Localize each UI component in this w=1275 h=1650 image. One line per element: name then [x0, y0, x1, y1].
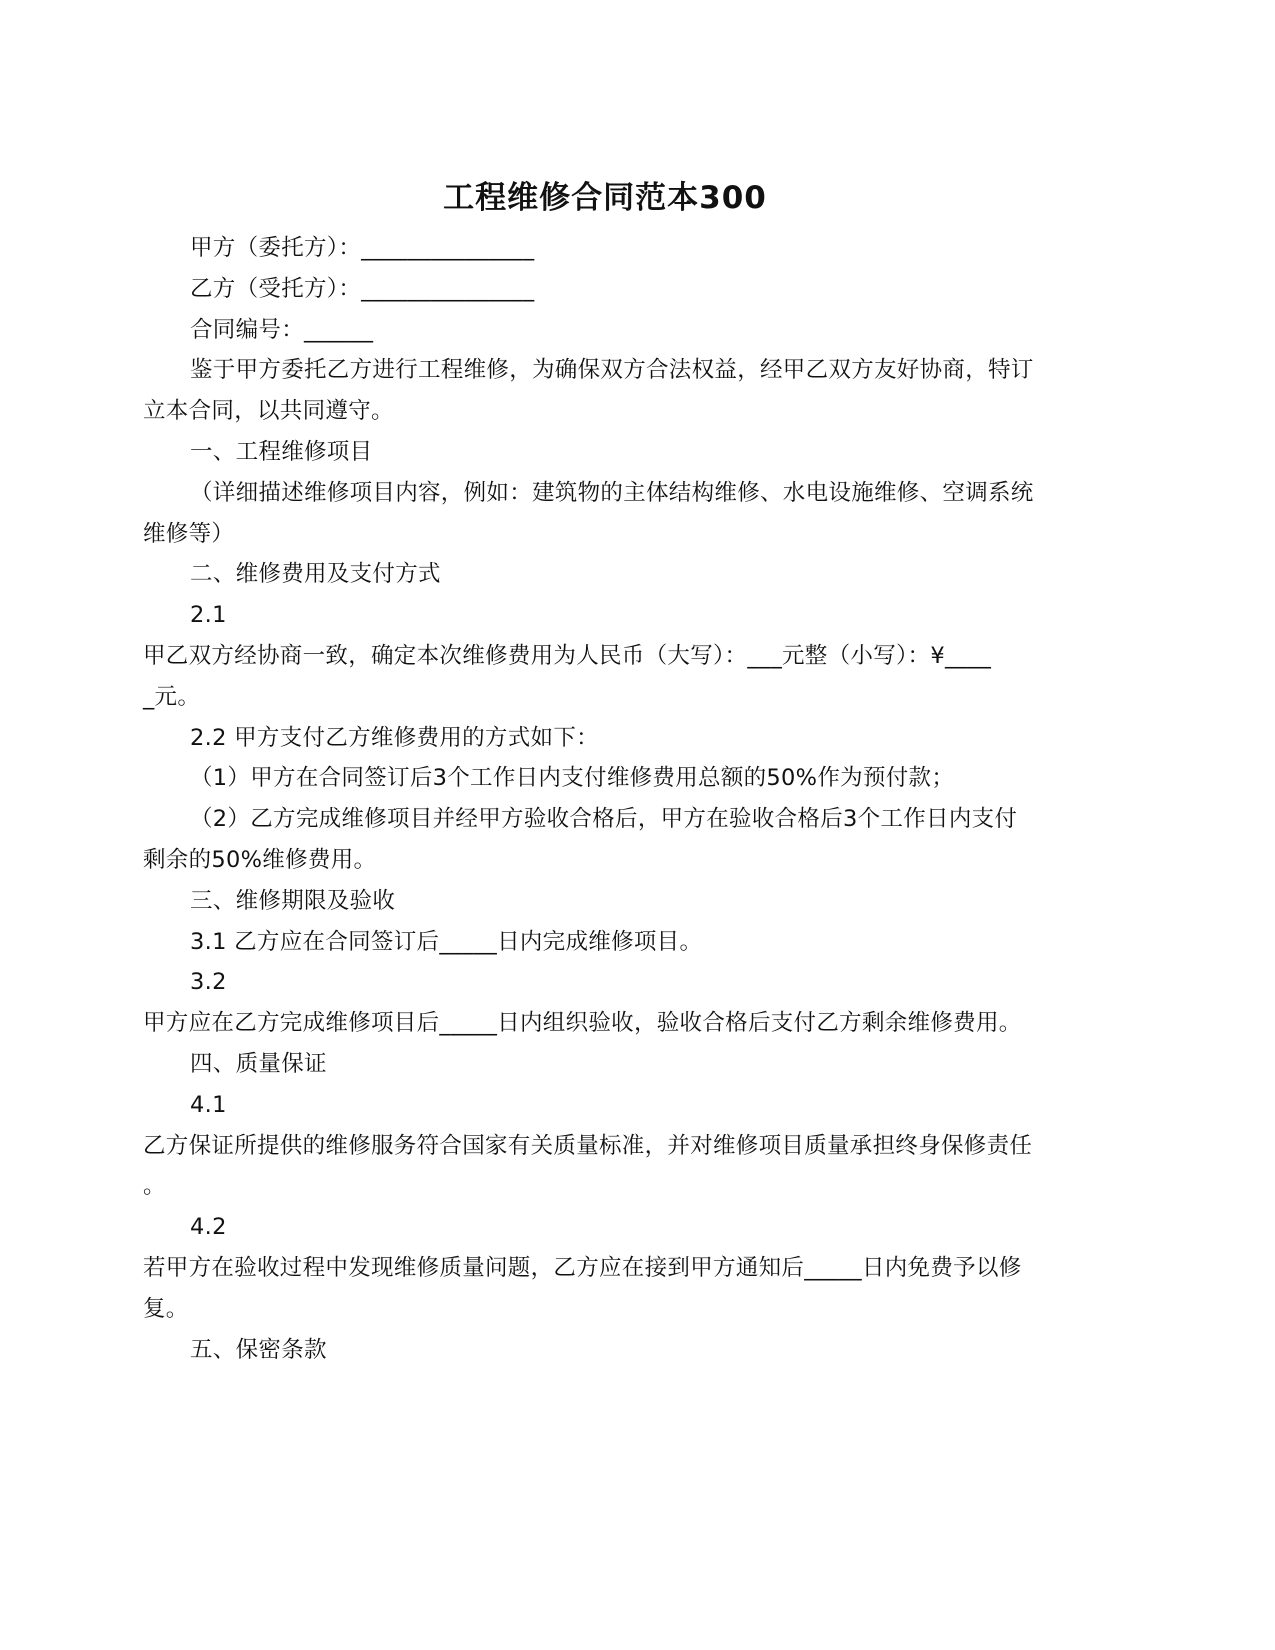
text-line: 鉴于甲方委托乙方进行工程维修，为确保双方合法权益，经甲乙双方友好协商，特订	[190, 357, 1034, 384]
text-line: 复。	[143, 1295, 189, 1322]
text-line: 乙方（受托方）：_______________	[190, 275, 535, 302]
text-line: 三、维修期限及验收	[190, 887, 396, 914]
text-line: （详细描述维修项目内容，例如：建筑物的主体结构维修、水电设施维修、空调系统	[190, 479, 1034, 506]
text-line: 。	[143, 1173, 166, 1200]
text-line: _元。	[143, 683, 201, 710]
text-line: 剩余的50%维修费用。	[143, 846, 377, 873]
document-title: 工程维修合同范本300	[443, 180, 767, 216]
text-line: 3.1 乙方应在合同签订后_____日内完成维修项目。	[190, 928, 703, 955]
text-line: （2）乙方完成维修项目并经甲方验收合格后，甲方在验收合格后3个工作日内支付	[190, 806, 1018, 833]
text-line: 4.2	[190, 1214, 227, 1241]
text-line: 甲乙双方经协商一致，确定本次维修费用为人民币（大写）：___元整（小写）：¥____	[143, 642, 992, 669]
text-line: 一、工程维修项目	[190, 438, 373, 465]
text-line: 3.2	[190, 969, 227, 996]
text-line: 立本合同，以共同遵守。	[143, 398, 394, 425]
document-body	[143, 228, 1083, 1370]
text-line: 2.2 甲方支付乙方维修费用的方式如下：	[190, 724, 599, 751]
text-line: （1）甲方在合同签订后3个工作日内支付维修费用总额的50%作为预付款；	[190, 765, 955, 792]
text-line: 乙方保证所提供的维修服务符合国家有关质量标准，并对维修项目质量承担终身保修责任	[143, 1132, 1033, 1159]
text-line: 若甲方在验收过程中发现维修质量问题，乙方应在接到甲方通知后_____日内免费予以修	[143, 1254, 1022, 1281]
text-line: 二、维修费用及支付方式	[190, 561, 441, 588]
text-line: 五、保密条款	[190, 1336, 327, 1363]
text-line: 合同编号：______	[190, 316, 374, 343]
text-line: 四、质量保证	[190, 1050, 327, 1077]
text-line: 2.1	[190, 602, 227, 629]
text-line: 甲方（委托方）：_______________	[190, 235, 535, 261]
text-line: 4.1	[190, 1091, 227, 1118]
text-line: 维修等）	[143, 520, 235, 547]
text-line: 甲方应在乙方完成维修项目后_____日内组织验收，验收合格后支付乙方剩余维修费用。	[143, 1010, 1022, 1037]
